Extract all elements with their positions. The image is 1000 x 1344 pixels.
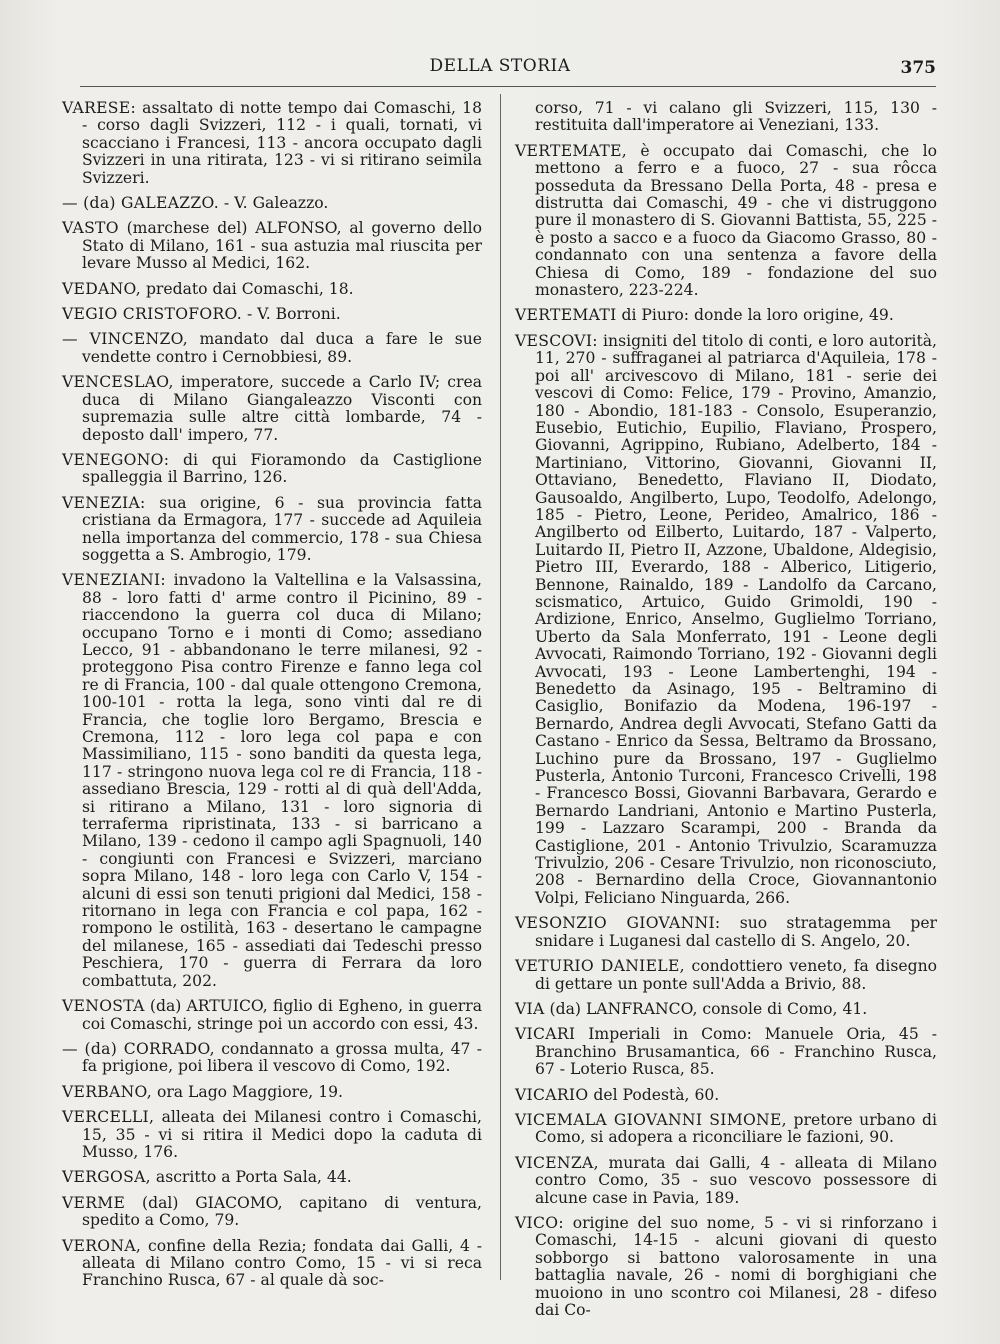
entry-text: del Podestà, 60.: [588, 1085, 720, 1104]
index-entry: [62, 1084, 482, 1101]
index-entry: [62, 331, 482, 366]
entry-text: ora Lago Maggiore, 19.: [151, 1082, 344, 1101]
entry-heading: VENEZIA:: [62, 493, 146, 512]
entry-text: condottiero veneto, fa disegno di gettare un ponte sull'Adda a Brivio, 88.: [535, 957, 938, 993]
entry-text: corso, 71 - vi calano gli Svizzeri, 115, 130 - restituita dall'imperatore ai Veneziani, 133.: [535, 99, 937, 135]
entry-text: predato dai Comaschi, 18.: [140, 279, 354, 298]
header-rule: [80, 86, 936, 87]
page-number: 375: [900, 58, 936, 78]
entry-heading: VICARIO: [515, 1085, 589, 1104]
index-entry: [62, 195, 482, 212]
entry-text: Imperiali in Como: Manuele Oria, 45 - Branchino Brusamantica, 66 - Franchino Rusca, 67 - Loterio Rusca, 85.: [535, 1025, 937, 1079]
entry-text: confine della Rezia; fondata dai Galli, 4 - alleata di Milano contro Como, 15 - vi si reca Franchino Rusca, 67 - al quale dà soc-: [82, 1236, 482, 1290]
entry-text: - V. Borroni.: [241, 305, 341, 324]
entry-heading: VICENZA,: [515, 1153, 599, 1172]
entry-text: ascritto a Porta Sala, 44.: [150, 1168, 352, 1187]
entry-heading: VEDANO,: [62, 279, 141, 298]
index-entry: [515, 143, 937, 300]
entry-heading: VENEGONO:: [62, 450, 170, 469]
entry-heading: VARESE:: [62, 99, 137, 117]
entry-text: invadono la Valtellina e la Valsassina, 88 - loro fatti d' arme contro il Picinino, 89 - riaccendono la guerra col duca di Milano; occupano Torno e i monti di Como; assediano Lecco, 91 - abbandonano le terre milanesi, 92 - proteggono Pisa contro Firenze e fanno lega col re di Francia, 100 - dal quale ottengono Cremona, 100-101 - rotta la lega, sono vinti dal re di Francia, che toglie loro Bergamo, Brescia e Cremona, 112 - loro lega col papa e con Massimiliano, 115 - sono banditi da questa lega, 117 - stringono nuova lega col re di Francia, 118 - assediano Brescia, 129 - rotti al di quà dell'Adda, si ritirano a Milano, 131 - loro signoria di terraferma ripristinata, 133 - si barricano a Milano, 139 - cedono il campo agli Spagnuoli, 140 - congiunti con Francesi e Svizzeri, marciano sopra Milano, 148 - loro lega con Carlo V, 154 - alcuni di essi son tenuti prigioni dal Medici, 158 - ritornano in lega con Francia e col papa, 162 - rompono le ostilità, 163 - desertano le campagne del milanese, 165 - assediati dai Tedeschi presso Peschiera, 170 - guerra di Ferrara da loro combattuta, 202.: [82, 571, 482, 990]
running-header-title: DELLA STORIA: [429, 56, 571, 76]
entry-text: origine del suo nome, 5 - vi si rinforzano i Comaschi, 14-15 - alcuni giovani di questo sobborgo si battono valorosamente in una battaglia navale, 26 - nomi di borghigiani che muoiono in uno scontro coi Milanesi, 28 - difeso dai Co-: [535, 1213, 937, 1319]
entry-heading: VICO:: [515, 1213, 564, 1232]
index-entry: [515, 915, 937, 950]
entry-text: imperatore, succede a Carlo IV; crea duca di Milano Giangaleazzo Visconti con supremazia sulle altre città lombarde, 74 - deposto dall' impero, 77.: [82, 373, 482, 444]
entry-text: condannato a grossa multa, 47 - fa prigione, poi libera il vescovo di Como, 192.: [82, 1039, 482, 1076]
index-entry: [62, 306, 482, 323]
index-entry: [62, 1169, 482, 1186]
entry-heading: VICARI: [515, 1025, 576, 1044]
entry-heading: — (da) GALEAZZO.: [62, 194, 219, 213]
entry-heading: VERONA,: [62, 1236, 142, 1255]
entry-text: mandato dal duca a fare le sue vendette contro i Cernobbiesi, 89.: [82, 330, 482, 366]
entry-heading: — VINCENZO,: [62, 330, 189, 349]
entry-heading: — (da) CORRADO,: [62, 1039, 215, 1058]
entry-heading: VIA: [515, 999, 545, 1018]
index-entry: [515, 1087, 937, 1104]
right-column: [515, 100, 937, 1327]
entry-heading: VESCOVI:: [515, 331, 598, 350]
entry-text: (marchese del) ALFONSO, al governo dello Stato di Milano, 161 - sua astuzia mal riuscita per levare Musso al Medici, 162.: [82, 219, 482, 273]
entry-text: - V. Galeazzo.: [218, 194, 329, 213]
entry-heading: VENEZIANI:: [62, 571, 166, 590]
left-column: [62, 100, 482, 1298]
index-entry: [62, 452, 482, 487]
entry-heading: VERTEMATI: [515, 306, 617, 325]
entry-heading: VERBANO,: [62, 1082, 152, 1101]
entry-heading: VERTEMATE,: [515, 141, 628, 160]
entry-heading: VETURIO DANIELE,: [515, 957, 685, 976]
index-entry: [515, 1215, 937, 1319]
index-entry: [515, 958, 937, 993]
entry-heading: VENCESLAO,: [62, 373, 174, 392]
entry-text: di Piuro: donde la loro origine, 49.: [616, 306, 894, 325]
index-entry: [62, 100, 482, 187]
entry-text: (dal) GIACOMO, capitano di ventura, spedito a Como, 79.: [82, 1193, 482, 1230]
index-entry: [515, 1001, 937, 1018]
entry-heading: VASTO: [62, 219, 119, 238]
entry-heading: VERME: [62, 1193, 126, 1212]
entry-heading: VERGOSA,: [62, 1168, 151, 1187]
index-entry: [515, 1112, 937, 1147]
index-entry: [515, 333, 937, 907]
column-divider: [500, 94, 501, 1280]
entry-text: (da) LANFRANCO, console di Como, 41.: [544, 999, 868, 1018]
entry-text: alleata dei Milanesi contro i Comaschi, 15, 35 - vi si ritira il Medici dopo la caduta di Musso, 176.: [82, 1108, 482, 1161]
index-entry: [62, 572, 482, 990]
entry-heading: VEGIO CRISTOFORO.: [62, 305, 242, 324]
entry-text: (da) ARTUICO, figlio di Egheno, in guerra coi Comaschi, stringe poi un accordo con essi, 43.: [82, 997, 482, 1033]
index-entry: [62, 1238, 482, 1290]
entry-heading: VICEMALA GIOVANNI SIMONE,: [515, 1110, 787, 1129]
index-entry: [62, 495, 482, 565]
index-entry: [62, 281, 482, 298]
entry-text: murata dai Galli, 4 - alleata di Milano contro Como, 35 - suo vescovo possessore di alcune case in Pavia, 189.: [535, 1153, 937, 1207]
index-entry: [515, 100, 937, 135]
entry-text: sua origine, 6 - sua provincia fatta cristiana da Ermagora, 177 - succede ad Aquileia nella importanza del commercio, 178 - sua Chiesa soggetta a S. Ambrogio, 179.: [82, 493, 482, 564]
entry-heading: VENOSTA: [62, 997, 145, 1016]
entry-text: suo stratagemma per snidare i Luganesi dal castello di S. Angelo, 20.: [535, 914, 937, 950]
index-entry: [515, 1155, 937, 1207]
index-entry: [62, 1195, 482, 1230]
entry-text: è occupato dai Comaschi, che lo mettono a ferro e a fuoco, 27 - sua rôcca posseduta da Bressano Della Porta, 48 - presa e distrutta dai Comaschi, 49 - che vi distruggono pure il monastero di S. Giovanni Battista, 55, 225 - è posto a sacco e a fuoco da Giacomo Grasso, 80 - condannato con una sentenza a favore della Chiesa di Como, 189 - fondazione del suo monastero, 223-224.: [535, 141, 937, 300]
index-entry: [62, 1109, 482, 1161]
index-entry: [62, 374, 482, 444]
index-entry: [515, 307, 937, 324]
index-entry: [62, 998, 482, 1033]
entry-heading: VERCELLI,: [62, 1108, 155, 1127]
index-entry: [62, 1041, 482, 1076]
index-entry: [515, 1026, 937, 1078]
entry-text: assaltato di notte tempo dai Comaschi, 18 - corso dagli Svizzeri, 112 - i quali, tornati, vi scacciano i Francesi, 113 - ancora occupato dagli Svizzeri in una ritirata, 123 - vi si ritirano seimila Svizzeri.: [82, 99, 482, 187]
entry-text: pretore urbano di Como, si adopera a riconciliare le fazioni, 90.: [535, 1110, 937, 1147]
entry-heading: VESONZIO GIOVANNI:: [515, 914, 721, 933]
entry-text: di qui Fioramondo da Castiglione spalleggia il Barrino, 126.: [82, 450, 482, 487]
entry-text: insigniti del titolo di conti, e loro autorità, 11, 270 - suffraganei al patriarca d'Aquileia, 178 - poi all' arcivescovo di Milano, 181 - serie dei vescovi di Como: Felice, 179 - Provino, Amanzio, 180 - Abondio, 181-183 - Consolo, Esuperanzio, Eusebio, Eutichio, Eupilio, Flaviano, Prospero, Giovanni, Agrippino, Rubiano, Adelberto, 184 - Martiniano, Vittorino, Giovanni, Giovanni II, Ottaviano, Benedetto, Flaviano II, Diodato, Gausoaldo, Angilberto, Lupo, Teodolfo, Adelongo, 185 - Pietro, Leone, Perideo, Amalrico, 186 - Angilberto od Eilberto, Luitardo, 187 - Valperto, Luitardo II, Pietro II, Azzone, Ubaldone, Aldegisio, Pietro III, Everardo, 188 - Alberico, Litigerio, Bennone, Rainaldo, 189 - Landolfo da Carcano, scismatico, Artuico, Guido Grimoldi, 190 - Ardizione, Enrico, Anselmo, Guglielmo Torriano, Uberto da Sala Monferrato, 191 - Leone degli Avvocati, Raimondo Torriano, 192 - Giovanni degli Avvocati, 193 - Leone Lambertenghi, 194 - Benedetto da Asinago, 195 - Beltramino di Casiglio, Bonifazio da Modena, 196-197 - Bernardo, Andrea degli Avvocati, Stefano Gatti da Castano - Enrico da Sessa, Beltramo da Brossano, Luchino pure da Brossano, 197 - Guglielmo Pusterla, Antonio Turconi, Francesco Crivelli, 198 - Francesco Bossi, Giovanni Barbavara, Gerardo e Bernardo Landriani, Antonio e Martino Pusterla, 199 - Lazzaro Scarampi, 200 - Branda da Castiglione, 201 - Antonio Trivulzio, Scaramuzza Trivulzio, 206 - Cesare Trivulzio, non riconosciuto, 208 - Bernardino della Croce, Giovannantonio Volpi, Feliciano Ninguarda, 266.: [535, 331, 937, 907]
index-entry: [62, 220, 482, 272]
